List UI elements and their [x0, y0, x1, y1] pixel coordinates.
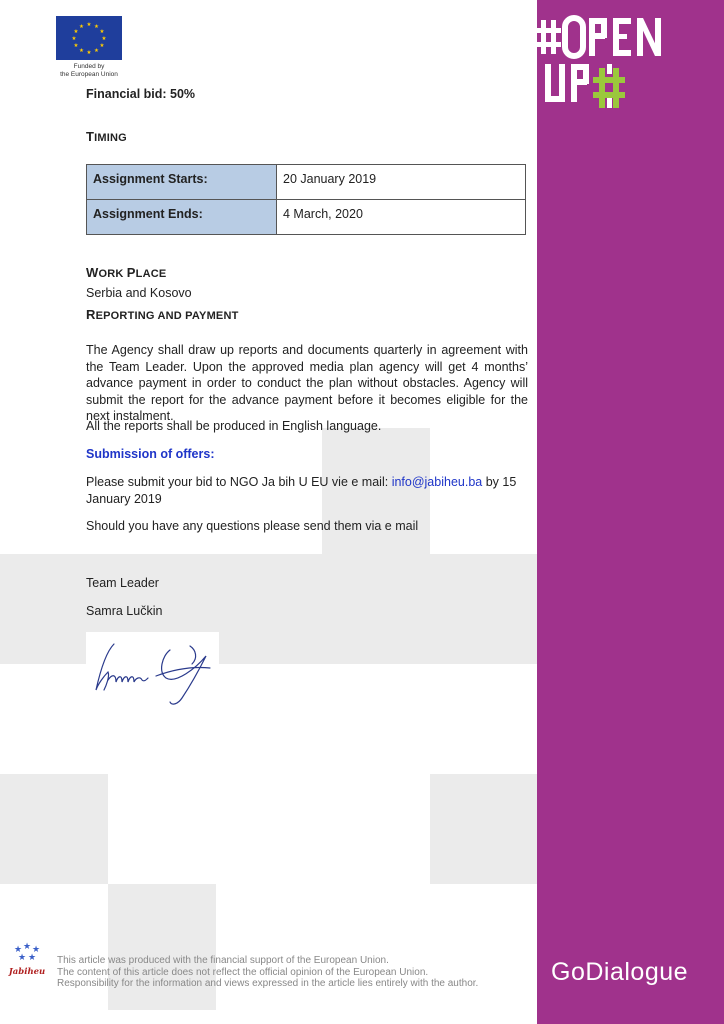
eu-caption: Funded by the European Union [60, 63, 118, 78]
timing-table [86, 164, 526, 235]
end-value: 4 March, 2020 [277, 200, 526, 235]
eu-disclaimer: This article was produced with the financial support of the European Union. The content of this article does not reflect the official opinion of the European Union. Responsibility for the information and views expressed in the article lies entirely with the author. [57, 955, 479, 989]
financial-bid: Financial bid: 50% [86, 87, 196, 101]
svg-text:★: ★ [73, 29, 79, 35]
svg-text:★: ★ [22, 942, 32, 952]
bg-block [430, 774, 537, 884]
submission-text: Please submit your bid to NGO Ja bih U EU vie e mail: info@jabiheu.ba by 15 January 2019 [86, 475, 517, 506]
signoff-role: Team Leader [86, 576, 159, 590]
svg-text:★: ★ [94, 24, 99, 30]
svg-text:★: ★ [79, 24, 84, 30]
svg-text:★: ★ [99, 43, 105, 49]
signature-image [86, 632, 219, 712]
language-note: All the reports shall be produced in English language. [86, 419, 382, 433]
work-place-value: Serbia and Kosovo [86, 286, 192, 300]
svg-text:★: ★ [86, 22, 92, 28]
svg-text:★: ★ [13, 945, 23, 955]
email-link[interactable]: info@jabiheu.ba [391, 475, 483, 489]
table-row [87, 165, 526, 200]
jabiheu-logo [8, 940, 46, 978]
svg-text:★: ★ [31, 945, 41, 955]
work-place-heading: WORK PLACE [86, 265, 167, 280]
svg-text:★: ★ [17, 953, 27, 963]
svg-text:★: ★ [99, 29, 105, 35]
reporting-heading: REPORTING AND PAYMENT [86, 307, 239, 322]
svg-text:Jabiheu: Jabiheu [8, 967, 46, 977]
table-row [87, 200, 526, 235]
start-label: Assignment Starts: [87, 165, 277, 200]
submission-heading: Submission of offers: [86, 447, 215, 461]
eu-flag-icon [56, 16, 122, 60]
svg-text:★: ★ [79, 48, 84, 54]
brand-sidebar [537, 0, 724, 1024]
svg-text:★: ★ [86, 50, 92, 56]
svg-text:★: ★ [71, 36, 77, 42]
reporting-paragraph: The Agency shall draw up reports and documents quarterly in agreement with the Team Leader. Upon the approved media plan agency will get 4 months’ advance payment in order to conduct the plan without obstacles. Agency will submit the report for the advance payment before it becomes eligible for the next instalment. [86, 343, 528, 423]
bg-block [0, 774, 108, 884]
svg-text:★: ★ [101, 36, 107, 42]
start-value: 20 January 2019 [277, 165, 526, 200]
svg-text:★: ★ [27, 953, 37, 963]
timing-heading: TIMING [86, 129, 127, 144]
svg-text:★: ★ [94, 48, 99, 54]
signoff-name: Samra Lučkin [86, 604, 163, 618]
godialogue-brand: GoDialogue [551, 958, 689, 986]
bg-block [108, 884, 216, 1010]
svg-text:★: ★ [73, 43, 79, 49]
bg-block [0, 554, 537, 664]
open-up-logo [537, 12, 724, 122]
questions-text: Should you have any questions please send them via e mail [86, 519, 419, 533]
end-label: Assignment Ends: [87, 200, 277, 235]
